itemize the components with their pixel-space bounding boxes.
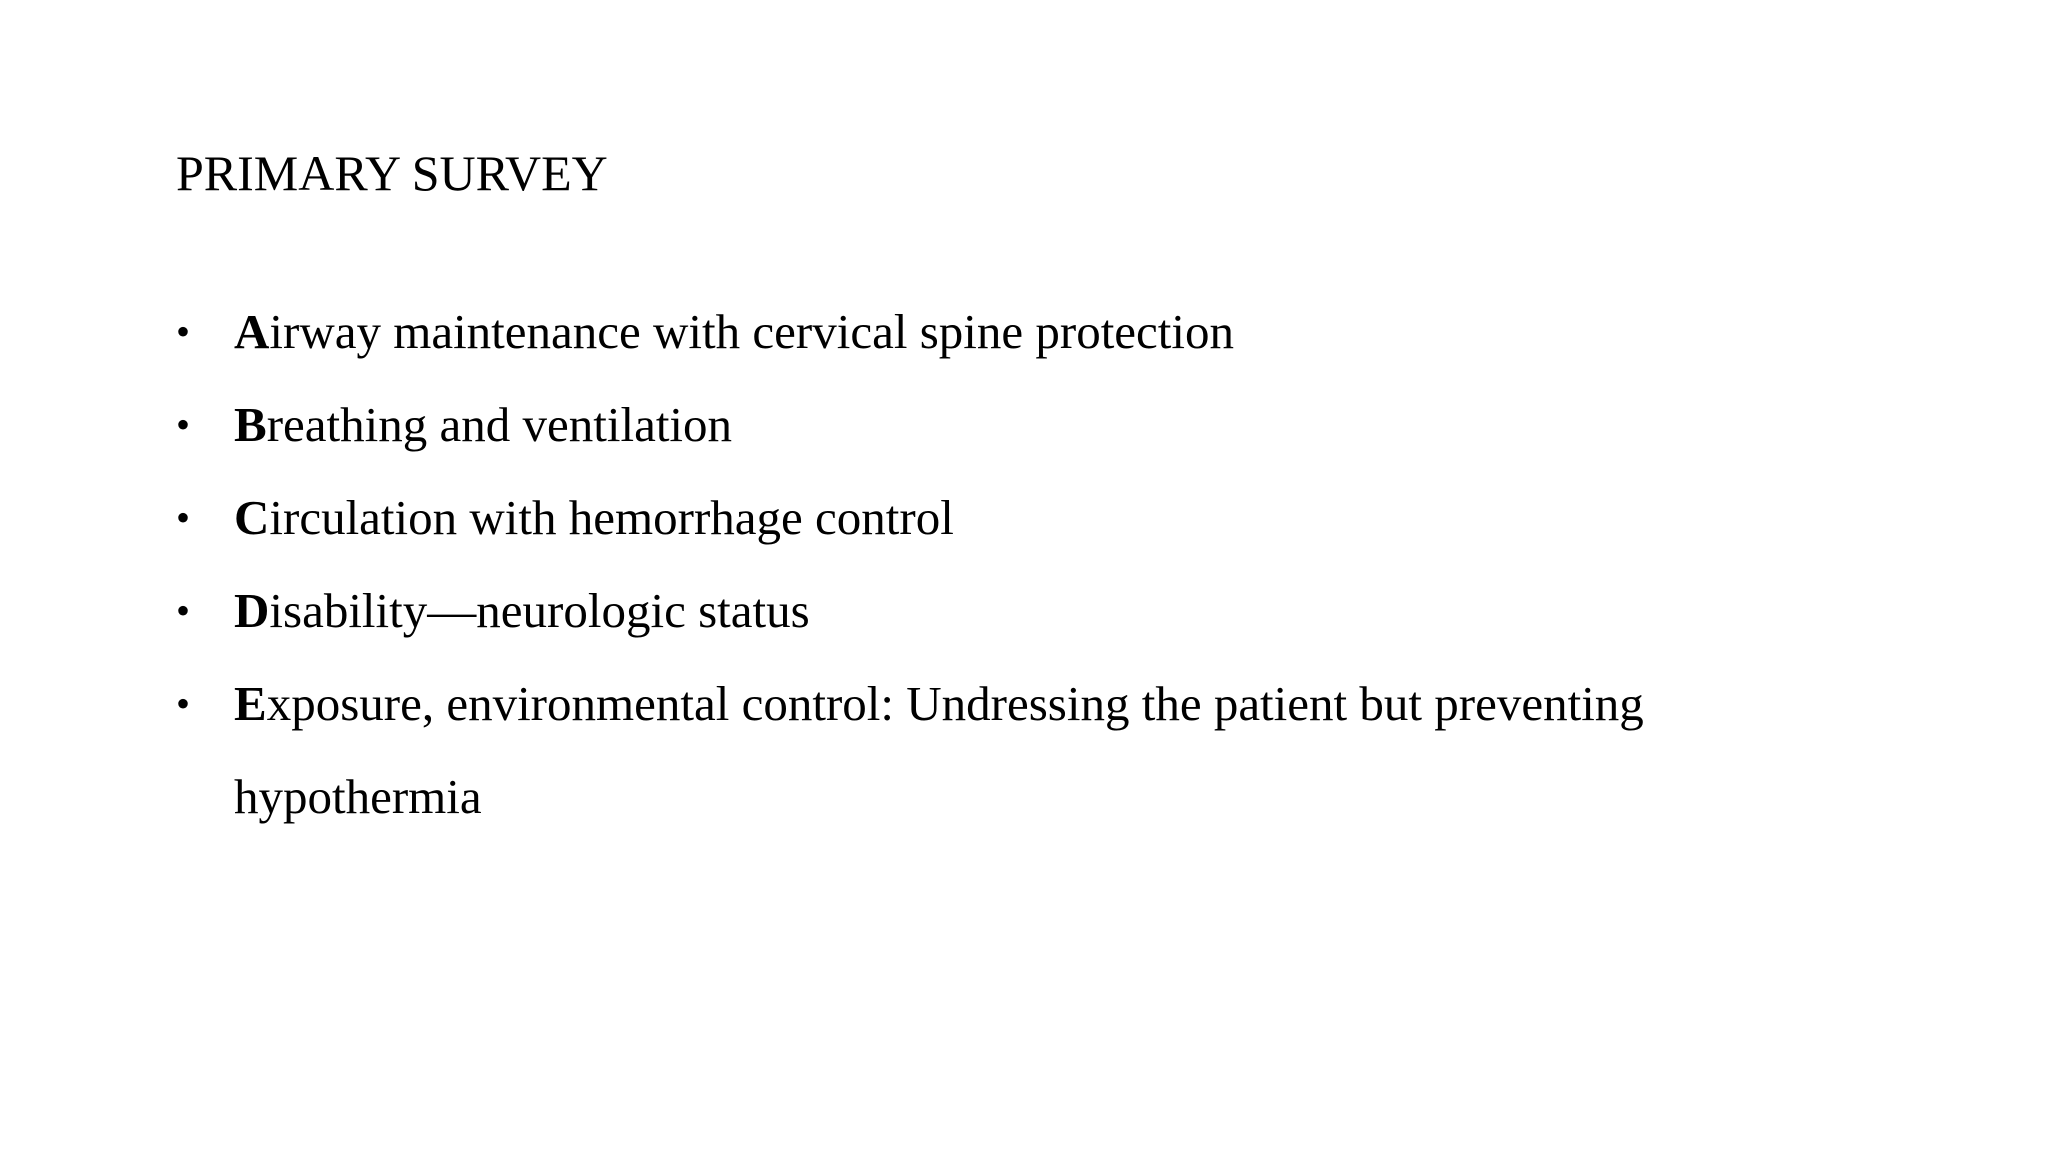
bullet-icon: • [176,402,191,447]
list-item-text [234,378,1876,471]
list-item-rest: irculation with hemorrhage control [269,490,954,545]
list-item-airway [176,285,1876,378]
list-item-breathing [176,378,1876,471]
bullet-list [176,285,1876,843]
bullet-icon: • [176,309,191,354]
list-item-lead-letter: E [234,676,267,731]
list-item-lead-letter: A [234,304,270,359]
list-item-rest: irway maintenance with cervical spine protection [269,304,1235,359]
list-item-disability [176,564,1876,657]
list-item-lead-letter: C [234,490,270,545]
list-item-text [234,471,1876,564]
bullet-icon: • [176,588,191,633]
list-item-exposure [176,657,1876,843]
list-item-lead-letter: D [234,583,270,638]
bullet-icon: • [176,495,191,540]
list-item-lead-letter: B [234,397,267,452]
list-item-rest-line2: hypothermia [234,769,482,824]
list-item-rest: xposure, environmental control: Undressing the patient but preventing [266,676,1644,731]
list-item-circulation [176,471,1876,564]
list-item-text [234,657,1934,843]
list-item-text [234,564,1876,657]
slide-title: PRIMARY SURVEY [176,145,608,201]
list-item-text [234,285,1876,378]
bullet-icon: • [176,681,191,726]
list-item-rest: reathing and ventilation [266,397,733,452]
list-item-rest: isability—neurologic status [269,583,810,638]
